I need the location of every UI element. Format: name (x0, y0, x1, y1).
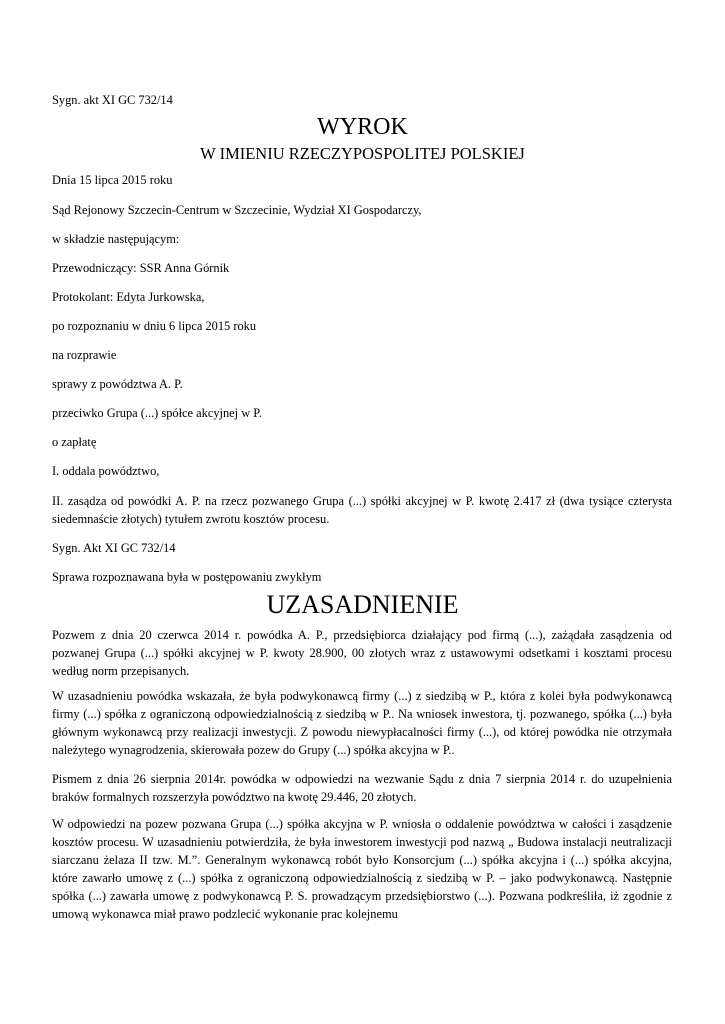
procedure-note: Sprawa rozpoznawana była w postępowaniu zwykłym (52, 570, 322, 584)
case-subject: o zapłatę (52, 435, 97, 449)
judgment-subtitle: W IMIENIU RZECZYPOSPOLITEJ POLSKIEJ (200, 144, 525, 163)
court-clerk: Protokolant: Edyta Jurkowska, (52, 290, 205, 304)
defendant-line: przeciwko Grupa (...) spółce akcyjnej w P. (52, 406, 262, 420)
claimant-line: sprawy z powództwa A. P. (52, 377, 183, 391)
judgment-date: Dnia 15 lipca 2015 roku (52, 173, 173, 187)
judgment-title: WYROK (317, 114, 408, 140)
court-name: Sąd Rejonowy Szczecin-Centrum w Szczecinie, Wydział XI Gospodarczy, (52, 203, 422, 217)
justification-paragraph: W odpowiedzi na pozew pozwana Grupa (...) spółka akcyjna w P. wniosła o oddalenie powództwa w całości i zasądzenie kosztów procesu. W uzasadnieniu potwierdziła, że była inwestorem inwestycji pod nazwą „ Budowa instalacji neutralizacji siarczanu żelaza II tzw. M.”. Generalnym wykonawcą robót było Konsorcjum (...) spółka akcyjna i (...) spółka akcyjna, które zawarło umowę z (...) spółka z ograniczoną odpowiedzialnością z siedzibą w P. – jako podwykonawcą. Następnie spółka (...) zawarła umowę z podwykonawcą P. S. prowadzącym przedsiębiorstwo (...). Pozwana podkreśliła, iż zgodnie z umową wykonawca miał prawo podzlecić wykonanie prac kolejnemu (52, 817, 672, 921)
justification-paragraph: Pismem z dnia 26 sierpnia 2014r. powódka w odpowiedzi na wezwanie Sądu z dnia 7 sierpnia 2014 r. do uzupełnienia braków formalnych rozszerzyła powództwo na kwotę 29.446, 20 złotych. (52, 772, 672, 804)
case-signature-top: Sygn. akt XI GC 732/14 (52, 93, 173, 107)
case-signature-bottom: Sygn. Akt XI GC 732/14 (52, 541, 176, 555)
hearing-date: po rozpoznaniu w dniu 6 lipca 2015 roku (52, 319, 257, 333)
trial-line: na rozprawie (52, 348, 117, 362)
presiding-judge: Przewodniczący: SSR Anna Górnik (52, 261, 230, 275)
justification-title: UZASADNIENIE (266, 590, 459, 619)
justification-paragraph: W uzasadnieniu powódka wskazała, że była podwykonawcą firmy (...) z siedzibą w P., która z kolei była podwykonawcą firmy (...) spółka z ograniczoną odpowiedzialnością z siedzibą w P.. Na wniosek inwestora, tj. pozwanego, spółka (...) była głównym wykonawcą przy realizacji inwestycji. Z powodu niewypłacalności firmy (...), od której powódka nie otrzymała należytego wynagrodzenia, skierowała pozew do Grupy (...) spółka akcyjna w P.. (52, 689, 672, 757)
justification-paragraph: Pozwem z dnia 20 czerwca 2014 r. powódka A. P., przedsiębiorca działający pod firmą (...), zażądała zasądzenia od pozwanej Grupa (...) spółki akcyjnej w P. kwoty 28.900, 00 złotych wraz z ustawowymi odsetkami i kosztami procesu według norm przepisanych. (52, 628, 672, 678)
court-composition: w składzie następującym: (52, 232, 180, 246)
ruling-item-1: I. oddala powództwo, (52, 464, 160, 478)
ruling-item-2: II. zasądza od powódki A. P. na rzecz pozwanego Grupa (...) spółki akcyjnej w P. kwotę 2.417 zł (dwa tysiące czterysta siedemnaście złotych) tytułem zwrotu kosztów procesu. (52, 494, 672, 526)
